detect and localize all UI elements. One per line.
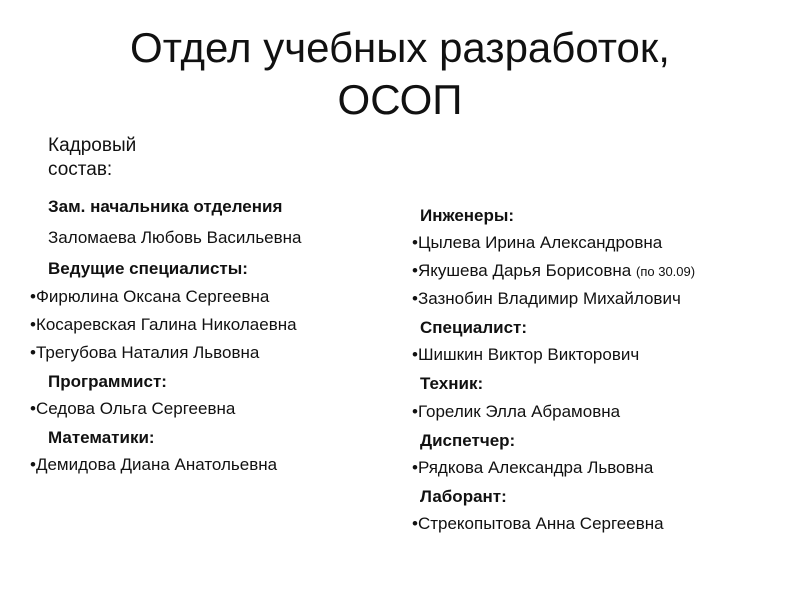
specialist-heading: Специалист: — [420, 318, 528, 337]
deputy-name: Заломаева Любовь Васильевна — [48, 228, 302, 247]
page-title-line1: Отдел учебных разработок, — [130, 24, 670, 71]
deputy-heading: Зам. начальника отделения — [48, 197, 283, 216]
list-item: •Цылева Ирина Александровна — [412, 233, 663, 252]
list-item: •Фирюлина Оксана Сергеевна — [30, 287, 270, 306]
list-item-name: •Якушева Дарья Борисовна — [412, 261, 632, 280]
technician-heading: Техник: — [420, 374, 484, 393]
date-note: (по 30.09) — [636, 264, 696, 279]
list-item: •Горелик Элла Абрамовна — [412, 402, 621, 421]
list-item: •Седова Ольга Сергеевна — [30, 399, 236, 418]
list-item: •Стрекопытова Анна Сергеевна — [412, 514, 664, 533]
list-item: •Шишкин Виктор Викторович — [412, 345, 640, 364]
page-title-line2: ОСОП — [337, 76, 463, 123]
list-item: •Зазнобин Владимир Михайлович — [412, 289, 681, 308]
list-item — [412, 261, 695, 281]
lab-heading: Лаборант: — [420, 487, 507, 506]
math-heading: Математики: — [48, 428, 155, 447]
leading-heading: Ведущие специалисты: — [48, 259, 248, 278]
staff-label: Кадровый состав: — [48, 135, 137, 180]
list-item: •Трегубова Наталия Львовна — [30, 343, 260, 362]
programmer-heading: Программист: — [48, 372, 167, 391]
list-item: •Рядкова Александра Львовна — [412, 458, 654, 477]
engineers-heading: Инженеры: — [420, 206, 515, 225]
list-item: •Демидова Диана Анатольевна — [30, 455, 278, 474]
dispatcher-heading: Диспетчер: — [420, 431, 516, 450]
list-item: •Косаревская Галина Николаевна — [30, 315, 297, 334]
